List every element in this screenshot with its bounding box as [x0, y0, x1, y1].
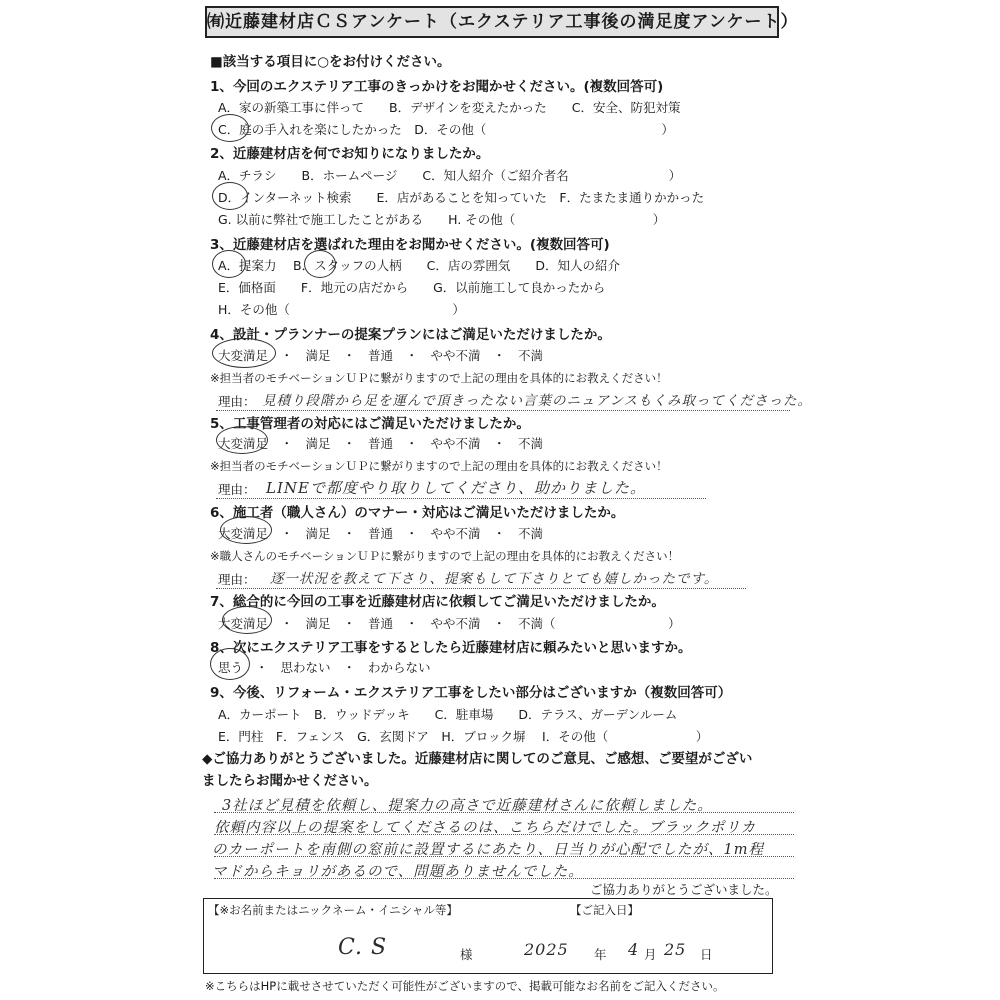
thanks-text: ご協力ありがとうございました。	[590, 882, 778, 897]
q6-reason-underline	[216, 588, 746, 589]
comment-line: マドからキョリがあるので、問題ありませんでした。	[212, 864, 584, 880]
survey-title: ㈲近藤建材店ＣＳアンケート（エクステリア工事後の満足度アンケート）	[205, 6, 779, 38]
q7-scale: 大変満足 ・ 満足 ・ 普通 ・ やや不満 ・ 不満（ ）	[218, 616, 681, 631]
q6-scale: 大変満足 ・ 満足 ・ 普通 ・ やや不満 ・ 不満	[218, 526, 544, 541]
closing-line2: ましたらお聞かせください。	[202, 773, 378, 789]
q6-title: 6、施工者（職人さん）のマナー・対応はご満足いただけましたか。	[210, 505, 625, 521]
month-text: 月	[644, 947, 657, 962]
q4-reason-underline	[216, 410, 790, 411]
name-value-handwritten: C. S	[338, 935, 388, 960]
q9-options-row1: A．カーポート B．ウッドデッキ C．駐車場 D．テラス、ガーデンルーム	[218, 707, 678, 722]
comment-line: のカーポートを南側の窓前に設置するにあたり、日当りが心配でしたが、1m程	[212, 842, 764, 858]
day-value-handwritten: 25	[664, 940, 687, 959]
q2-options-row2: D．インターネット検索 E．店があることを知っていた F．たまたま通りかかった	[218, 190, 705, 205]
instruction: ■該当する項目に○をお付けください。	[210, 54, 451, 70]
q8-title: 8、次にエクステリア工事をするとしたら近藤建材店に頼みたいと思いますか。	[210, 640, 692, 656]
q5-reason-underline	[216, 498, 706, 499]
sama-text: 様	[460, 947, 473, 962]
q2-title: 2、近藤建材店を何でお知りになりましたか。	[210, 146, 490, 162]
q5-title: 5、工事管理者の対応にはご満足いただけましたか。	[210, 416, 530, 432]
q1-options-row2: C．庭の手入れを楽にしたかった D．その他（ ）	[218, 122, 674, 137]
answer-circle	[216, 426, 268, 454]
q2-options-row1: A．チラシ B．ホームページ C．知人紹介（ご紹介者名 ）	[218, 168, 682, 183]
q5-scale: 大変満足 ・ 満足 ・ 普通 ・ やや不満 ・ 不満	[218, 436, 544, 451]
answer-circle	[220, 516, 272, 544]
q5-note: ※担当者のモチベーションＵＰに繋がりますので上記の理由を具体的にお教えください！	[210, 459, 668, 473]
answer-circle	[304, 250, 336, 278]
q1-title: 1、今回のエクステリア工事のきっかけをお聞かせください。(複数回答可)	[210, 79, 664, 95]
comment-underline	[214, 878, 794, 879]
year-text: 年	[594, 947, 607, 962]
q3-options-row2: E．価格面 F．地元の店だから G．以前施工して良かったから	[218, 280, 606, 295]
q8-scale: 思う ・ 思わない ・ わからない	[218, 660, 431, 675]
q4-note: ※担当者のモチベーションＵＰに繋がりますので上記の理由を具体的にお教えください！	[210, 371, 668, 385]
answer-circle	[212, 338, 276, 368]
answer-circle	[222, 606, 272, 634]
month-value-handwritten: 4	[628, 940, 640, 959]
year-value-handwritten: 2025	[524, 940, 569, 959]
q9-title: 9、今後、リフォーム・エクステリア工事をしたい部分はございますか（複数回答可）	[210, 685, 732, 701]
comment-line: 3社ほど見積を依頼し、提案力の高さで近藤建材さんに依頼しました。	[222, 798, 713, 814]
q4-reason-label: 理由：	[218, 394, 256, 409]
q5-reason-handwritten: LINEで都度やり取りしてくださり、助かりました。	[266, 479, 646, 497]
answer-circle	[211, 114, 249, 142]
comment-underline	[214, 856, 794, 857]
closing-line1: ◆ご協力ありがとうございました。近藤建材店に関してのご意見、ご感想、ご要望がござい	[202, 751, 753, 767]
comment-underline	[214, 812, 794, 813]
answer-circle	[212, 250, 246, 278]
q6-note: ※職人さんのモチベーションＵＰに繋がりますので上記の理由を具体的にお教えください！	[210, 549, 680, 563]
q6-reason-label: 理由：	[218, 572, 256, 587]
q6-reason-handwritten: 逐一状況を教えて下さり、提案もして下さりとても嬉しかったです。	[270, 571, 719, 587]
name-label: 【※お名前またはニックネーム・イニシャル等】	[208, 903, 458, 917]
date-label: 【ご記入日】	[570, 903, 639, 917]
comment-line: 依頼内容以上の提案をしてくださるのは、こちらだけでした。ブラックポリカ	[214, 820, 757, 836]
answer-circle	[210, 648, 250, 680]
footer-note: ※こちらはHPに載せさせていただく可能性がございますので、掲載可能なお名前をご記入ください。	[205, 979, 725, 993]
q5-reason-label: 理由：	[218, 482, 256, 497]
q4-scale: 大変満足 ・ 満足 ・ 普通 ・ やや不満 ・ 不満	[218, 348, 544, 363]
q4-reason-handwritten: 見積り段階から足を運んで頂きったない言葉のニュアンスもくみ取ってくださった。	[262, 393, 813, 409]
q3-options-row3: H．その他（ ）	[218, 302, 465, 317]
answer-circle	[212, 182, 248, 210]
q2-options-row3: G. 以前に弊社で施工したことがある H. その他（ ）	[218, 212, 666, 227]
q3-options-row1: A．提案力 B．スタッフの人柄 C．店の雰囲気 D．知人の紹介	[218, 258, 620, 273]
comment-underline	[214, 834, 794, 835]
q3-title: 3、近藤建材店を選ばれた理由をお聞かせください。(複数回答可)	[210, 237, 610, 253]
q1-options-row1: A．家の新築工事に伴って B．デザインを変えたかった C．安全、防犯対策	[218, 100, 681, 115]
q7-title: 7、総合的に今回の工事を近藤建材店に依頼してご満足いただけましたか。	[210, 594, 665, 610]
day-text: 日	[700, 947, 713, 962]
q9-options-row2: E．門柱 F．フェンス G．玄関ドア H．ブロック塀 I．その他（ ）	[218, 729, 709, 744]
q4-title: 4、設計・プランナーの提案プランにはご満足いただけましたか。	[210, 327, 611, 343]
